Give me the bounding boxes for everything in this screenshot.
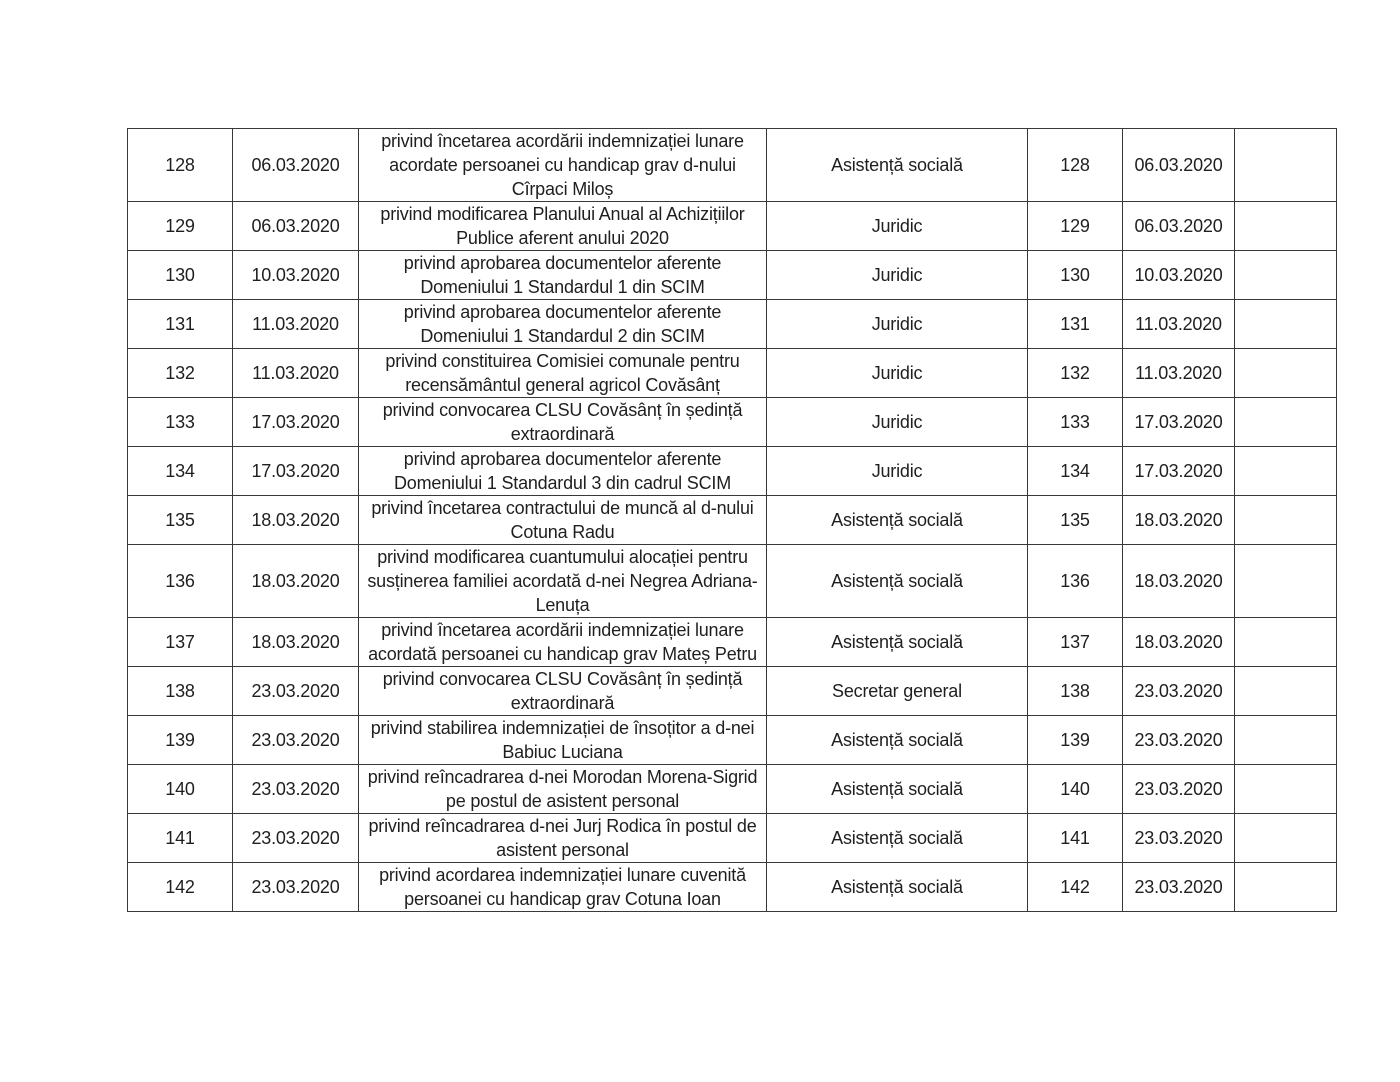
row-description-cell: privind încetarea contractului de muncă al d-nului Cotuna Radu [359, 496, 767, 545]
row-number-copy-cell: 129 [1028, 202, 1123, 251]
row-date-copy-cell: 23.03.2020 [1123, 667, 1235, 716]
table-row [128, 129, 1337, 202]
row-observations-cell [1235, 545, 1337, 618]
row-date-copy-cell: 17.03.2020 [1123, 398, 1235, 447]
row-observations-cell [1235, 202, 1337, 251]
row-department-cell: Juridic [767, 349, 1028, 398]
row-observations-cell [1235, 300, 1337, 349]
row-number-cell: 131 [128, 300, 233, 349]
row-date-copy-cell: 23.03.2020 [1123, 814, 1235, 863]
row-number-copy-cell: 137 [1028, 618, 1123, 667]
row-description-cell: privind reîncadrarea d-nei Morodan Morena-Sigrid pe postul de asistent personal [359, 765, 767, 814]
row-description-cell: privind modificarea cuantumului alocației pentru susținerea familiei acordată d-nei Negrea Adriana-Lenuța [359, 545, 767, 618]
row-department-cell: Secretar general [767, 667, 1028, 716]
registry-table [127, 128, 1337, 912]
row-department-cell: Asistență socială [767, 814, 1028, 863]
row-observations-cell [1235, 129, 1337, 202]
row-number-cell: 138 [128, 667, 233, 716]
registry-table-body [128, 129, 1337, 912]
row-observations-cell [1235, 447, 1337, 496]
row-description-cell: privind acordarea indemnizației lunare cuvenită persoanei cu handicap grav Cotuna Ioan [359, 863, 767, 912]
row-date-cell: 18.03.2020 [233, 545, 359, 618]
table-row [128, 716, 1337, 765]
row-number-copy-cell: 138 [1028, 667, 1123, 716]
row-department-cell: Juridic [767, 251, 1028, 300]
row-description-cell: privind convocarea CLSU Covăsânț în ședință extraordinară [359, 667, 767, 716]
row-description-cell: privind constituirea Comisiei comunale pentru recensământul general agricol Covăsânț [359, 349, 767, 398]
row-number-cell: 135 [128, 496, 233, 545]
row-department-cell: Asistență socială [767, 545, 1028, 618]
row-date-cell: 23.03.2020 [233, 667, 359, 716]
table-row [128, 667, 1337, 716]
row-date-cell: 23.03.2020 [233, 863, 359, 912]
row-department-cell: Asistență socială [767, 496, 1028, 545]
row-department-cell: Juridic [767, 300, 1028, 349]
row-number-cell: 130 [128, 251, 233, 300]
row-number-cell: 129 [128, 202, 233, 251]
row-date-copy-cell: 18.03.2020 [1123, 618, 1235, 667]
table-row [128, 202, 1337, 251]
row-date-cell: 06.03.2020 [233, 129, 359, 202]
row-number-copy-cell: 142 [1028, 863, 1123, 912]
row-date-cell: 11.03.2020 [233, 300, 359, 349]
row-department-cell: Juridic [767, 447, 1028, 496]
row-department-cell: Juridic [767, 398, 1028, 447]
row-date-cell: 06.03.2020 [233, 202, 359, 251]
table-row [128, 545, 1337, 618]
row-number-cell: 141 [128, 814, 233, 863]
row-date-copy-cell: 23.03.2020 [1123, 716, 1235, 765]
row-description-cell: privind modificarea Planului Anual al Achizițiilor Publice aferent anului 2020 [359, 202, 767, 251]
table-row [128, 863, 1337, 912]
row-number-copy-cell: 141 [1028, 814, 1123, 863]
row-date-cell: 18.03.2020 [233, 496, 359, 545]
row-date-copy-cell: 17.03.2020 [1123, 447, 1235, 496]
row-description-cell: privind stabilirea indemnizației de însoțitor a d-nei Babiuc Luciana [359, 716, 767, 765]
row-date-cell: 18.03.2020 [233, 618, 359, 667]
row-number-copy-cell: 136 [1028, 545, 1123, 618]
row-number-copy-cell: 133 [1028, 398, 1123, 447]
row-date-copy-cell: 23.03.2020 [1123, 765, 1235, 814]
row-number-cell: 134 [128, 447, 233, 496]
row-number-cell: 142 [128, 863, 233, 912]
row-date-copy-cell: 18.03.2020 [1123, 496, 1235, 545]
row-number-cell: 136 [128, 545, 233, 618]
row-observations-cell [1235, 251, 1337, 300]
row-observations-cell [1235, 814, 1337, 863]
row-number-copy-cell: 131 [1028, 300, 1123, 349]
row-number-cell: 139 [128, 716, 233, 765]
row-date-copy-cell: 11.03.2020 [1123, 300, 1235, 349]
row-observations-cell [1235, 398, 1337, 447]
row-observations-cell [1235, 349, 1337, 398]
table-row [128, 814, 1337, 863]
row-number-cell: 137 [128, 618, 233, 667]
row-department-cell: Asistență socială [767, 765, 1028, 814]
table-row [128, 618, 1337, 667]
row-date-cell: 10.03.2020 [233, 251, 359, 300]
row-number-copy-cell: 135 [1028, 496, 1123, 545]
row-date-copy-cell: 06.03.2020 [1123, 202, 1235, 251]
row-description-cell: privind încetarea acordării indemnizației lunare acordată persoanei cu handicap grav Mateș Petru [359, 618, 767, 667]
row-department-cell: Juridic [767, 202, 1028, 251]
row-department-cell: Asistență socială [767, 129, 1028, 202]
row-date-cell: 17.03.2020 [233, 398, 359, 447]
table-row [128, 398, 1337, 447]
row-date-copy-cell: 18.03.2020 [1123, 545, 1235, 618]
row-number-copy-cell: 134 [1028, 447, 1123, 496]
row-number-cell: 128 [128, 129, 233, 202]
row-number-copy-cell: 132 [1028, 349, 1123, 398]
table-row [128, 765, 1337, 814]
row-description-cell: privind aprobarea documentelor aferente Domeniului 1 Standardul 1 din SCIM [359, 251, 767, 300]
row-observations-cell [1235, 765, 1337, 814]
row-date-cell: 23.03.2020 [233, 765, 359, 814]
row-number-copy-cell: 128 [1028, 129, 1123, 202]
row-date-copy-cell: 06.03.2020 [1123, 129, 1235, 202]
row-observations-cell [1235, 667, 1337, 716]
row-description-cell: privind convocarea CLSU Covăsânț în ședință extraordinară [359, 398, 767, 447]
row-observations-cell [1235, 618, 1337, 667]
row-date-copy-cell: 10.03.2020 [1123, 251, 1235, 300]
row-department-cell: Asistență socială [767, 863, 1028, 912]
row-date-cell: 23.03.2020 [233, 814, 359, 863]
row-observations-cell [1235, 716, 1337, 765]
table-row [128, 251, 1337, 300]
row-date-copy-cell: 23.03.2020 [1123, 863, 1235, 912]
row-number-copy-cell: 140 [1028, 765, 1123, 814]
row-description-cell: privind aprobarea documentelor aferente Domeniului 1 Standardul 3 din cadrul SCIM [359, 447, 767, 496]
row-department-cell: Asistență socială [767, 618, 1028, 667]
row-number-cell: 133 [128, 398, 233, 447]
row-observations-cell [1235, 863, 1337, 912]
table-row [128, 349, 1337, 398]
row-date-cell: 17.03.2020 [233, 447, 359, 496]
row-number-cell: 140 [128, 765, 233, 814]
table-row [128, 447, 1337, 496]
row-description-cell: privind încetarea acordării indemnizației lunare acordate persoanei cu handicap grav d-nului Cîrpaci Miloș [359, 129, 767, 202]
row-number-copy-cell: 130 [1028, 251, 1123, 300]
row-date-copy-cell: 11.03.2020 [1123, 349, 1235, 398]
row-number-copy-cell: 139 [1028, 716, 1123, 765]
row-description-cell: privind aprobarea documentelor aferente Domeniului 1 Standardul 2 din SCIM [359, 300, 767, 349]
row-observations-cell [1235, 496, 1337, 545]
row-number-cell: 132 [128, 349, 233, 398]
row-date-cell: 23.03.2020 [233, 716, 359, 765]
table-row [128, 300, 1337, 349]
row-date-cell: 11.03.2020 [233, 349, 359, 398]
row-description-cell: privind reîncadrarea d-nei Jurj Rodica în postul de asistent personal [359, 814, 767, 863]
row-department-cell: Asistență socială [767, 716, 1028, 765]
table-row [128, 496, 1337, 545]
